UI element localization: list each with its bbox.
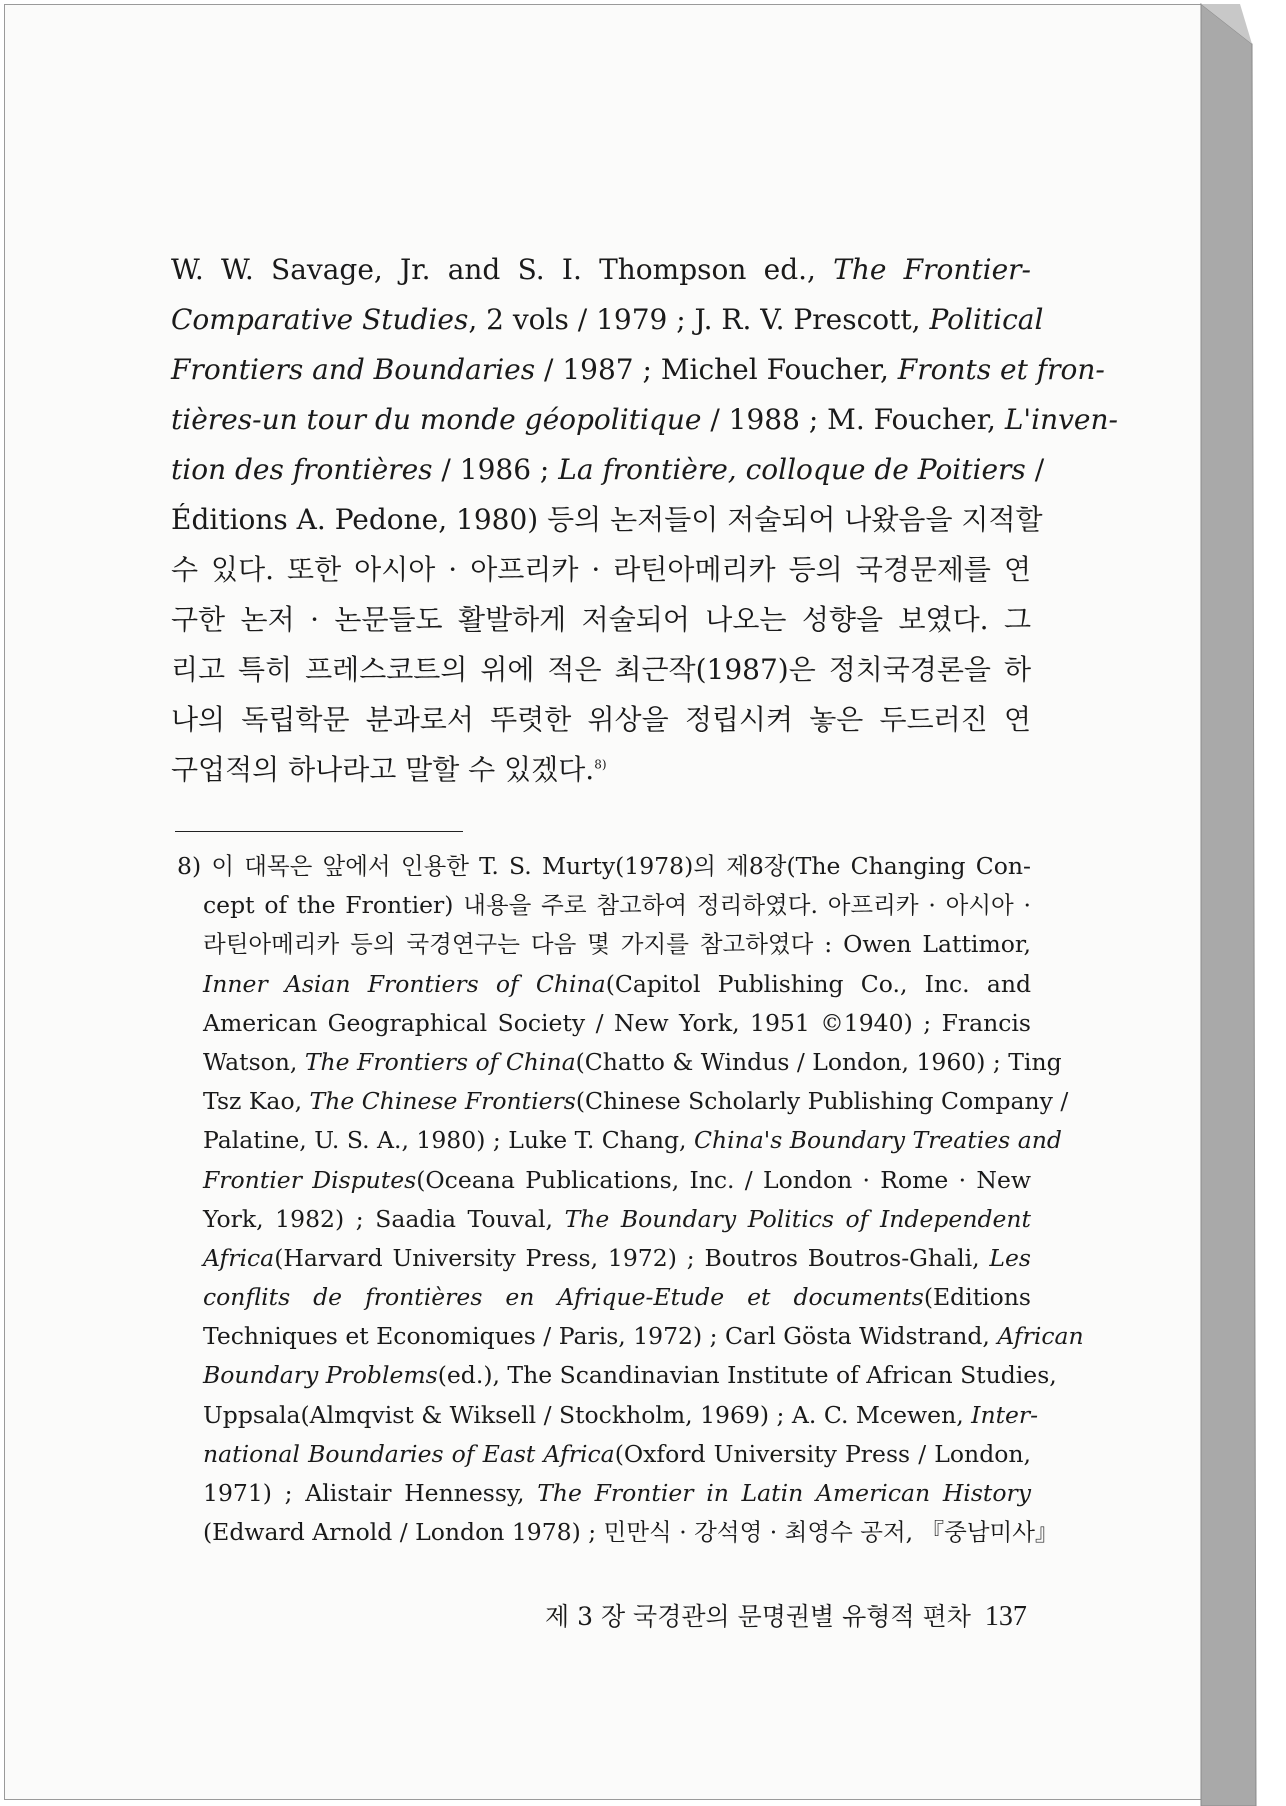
text-segment: / 1987 ; Michel Foucher, (535, 353, 898, 386)
text-segment-italic: The Chinese Frontiers (309, 1087, 576, 1116)
text-line (171, 345, 1105, 395)
footnote-line (203, 1200, 1031, 1239)
footnote-line (203, 1121, 1062, 1160)
text-segment-italic: China's Boundary Treaties and (694, 1126, 1062, 1155)
text-segment: W. W. Savage, Jr. and S. I. Thompson ed., (171, 253, 834, 286)
footnote-line (203, 965, 1031, 1004)
text-line (171, 745, 1031, 795)
text-segment-italic: tières-un tour du monde géopolitique (171, 403, 702, 436)
page-number: 137 (984, 1601, 1027, 1632)
page-footer (545, 1597, 1027, 1637)
footnote-line (203, 1082, 1069, 1121)
text-segment-italic: Political (929, 303, 1044, 336)
text-segment: , 2 vols / 1979 ; J. R. V. Prescott, (468, 303, 930, 336)
text-segment: (Chatto & Windus / London, 1960) ; Ting (575, 1047, 1062, 1076)
text-segment-italic: The Boundary Politics of Independent (564, 1204, 1031, 1233)
text-line (171, 395, 1118, 445)
main-paragraph (171, 245, 1118, 795)
text-segment: Watson, (203, 1047, 305, 1076)
text-line: 수 있다. 또한 아시아 · 아프리카 · 라틴아메리카 등의 국경문제를 연 (171, 553, 1031, 586)
text-segment-italic: conflits de frontières en Afrique-Etude et documents (203, 1283, 924, 1312)
footnote-line: cept of the Frontier) 내용을 주로 참고하여 정리하였다. 아프리카 · 아시아 · (203, 891, 1031, 920)
text-segment-italic: The Frontier- (833, 253, 1031, 286)
footnote-line (203, 1396, 1039, 1435)
footnote-line: 라틴아메리카 등의 국경연구는 다음 몇 가지를 참고하였다 : Owen Lattimor, (203, 930, 1031, 959)
footnote-line: American Geographical Society / New York, 1951 ©1940) ; Francis (203, 1008, 1031, 1037)
text-line (171, 445, 1045, 495)
footnote-line (203, 1317, 1084, 1356)
footnote-line (203, 1239, 1031, 1278)
text-segment-italic: Frontier Disputes (203, 1165, 417, 1194)
footnote-line: 8) 이 대목은 앞에서 인용한 T. S. Murty(1978)의 제8장(The Changing Con- (177, 852, 1031, 880)
footnote-line (203, 1043, 1062, 1082)
footnote (177, 847, 1084, 1552)
text-segment-italic: Frontiers and Boundaries (171, 353, 536, 386)
text-segment-italic: African (997, 1322, 1084, 1351)
text-segment: (Harvard University Press, 1972) ; Boutros Boutros-Ghali, (274, 1243, 990, 1272)
text-line: 리고 특히 프레스코트의 위에 적은 최근작(1987)은 정치국경론을 하 (171, 653, 1031, 686)
text-line: 구한 논저 · 논문들도 활발하게 저술되어 나오는 성향을 보였다. 그 (171, 603, 1031, 636)
text-segment-italic: Les (989, 1243, 1031, 1272)
text-line (171, 295, 1044, 345)
book-page (4, 4, 1202, 1800)
footnote-line (203, 1356, 1057, 1395)
text-segment: Palatine, U. S. A., 1980) ; Luke T. Chang, (203, 1126, 694, 1155)
text-segment-italic: The Frontier in Latin American History (537, 1479, 1031, 1507)
footnote-line (203, 1435, 1031, 1474)
text-segment: (Oxford University Press / London, (614, 1439, 1031, 1468)
text-line: 나의 독립학문 분과로서 뚜렷한 위상을 정립시켜 놓은 두드러진 연 (171, 703, 1031, 736)
text-segment: (Capitol Publishing Co., Inc. and (605, 969, 1032, 998)
running-header-chapter: 제 3 장 국경관의 문명권별 유형적 편차 (545, 1602, 971, 1631)
text-line (171, 245, 1031, 295)
text-segment-italic: Inter- (971, 1400, 1039, 1429)
text-segment-italic: L'inven- (1004, 403, 1118, 436)
text-segment: / 1986 ; (432, 453, 559, 486)
footnote-line: (Edward Arnold / London 1978) ; 민만식 · 강석영 · 최영수 공저, 『중남미사』 (203, 1518, 1059, 1547)
footnote-line (203, 1474, 1031, 1513)
text-segment-italic: Africa (203, 1243, 275, 1272)
footnote-divider (175, 831, 463, 832)
text-segment-italic: The Frontiers of China (304, 1047, 576, 1076)
footnote-line (203, 1278, 1031, 1317)
text-segment: (Chinese Scholarly Publishing Company / (575, 1087, 1069, 1116)
footnote-line (203, 1161, 1031, 1200)
text-segment: 1971) ; Alistair Hennessy, (203, 1479, 538, 1507)
text-segment-italic: Boundary Problems (203, 1361, 438, 1390)
text-segment: (ed.), The Scandinavian Institute of African Studies, (437, 1361, 1057, 1390)
text-segment: / 1988 ; M. Foucher, (701, 403, 1005, 436)
text-segment: (Oceana Publications, Inc. / London · Rome · New (416, 1165, 1031, 1194)
text-segment: York, 1982) ; Saadia Touval, (203, 1204, 565, 1233)
text-segment: / (1025, 453, 1045, 486)
text-segment: Tsz Kao, (203, 1087, 310, 1116)
text-segment-italic: Inner Asian Frontiers of China (203, 969, 606, 998)
text-segment-italic: Comparative Studies (171, 303, 469, 336)
text-segment: Techniques et Economiques / Paris, 1972) ; Carl Gösta Widstrand, (203, 1322, 998, 1351)
text-segment: 구업적의 하나라고 말할 수 있겠다. (171, 753, 595, 786)
footnote-ref: 8) (594, 757, 607, 772)
text-segment: (Editions (923, 1283, 1031, 1312)
text-segment-italic: Fronts et fron- (897, 353, 1105, 386)
text-segment-italic: tion des frontières (171, 453, 433, 486)
text-segment: Uppsala(Almqvist & Wiksell / Stockholm, 1969) ; A. C. Mcewen, (203, 1400, 972, 1429)
text-segment-italic: La frontière, colloque de Poitiers (558, 453, 1026, 486)
text-segment-italic: national Boundaries of East Africa (203, 1439, 615, 1468)
text-line: Éditions A. Pedone, 1980) 등의 논저들이 저술되어 나왔음을 지적할 (171, 503, 1043, 536)
